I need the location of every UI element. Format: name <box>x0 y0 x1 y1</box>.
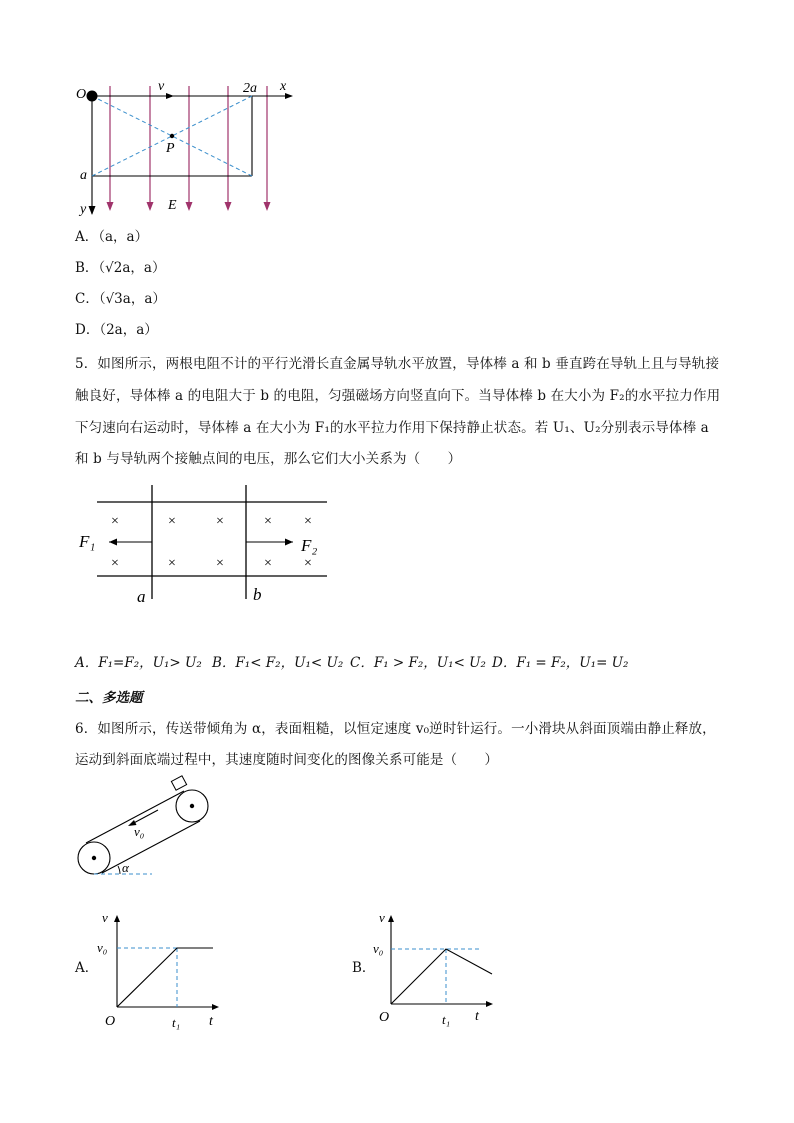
field-cross: × <box>168 556 176 571</box>
label-e: E <box>168 198 177 213</box>
q5-stem-line-1: 5．如图所示，两根电阻不计的平行光滑长直金属导轨水平放置，导体棒 a 和 b 垂直跨在导轨上且与导轨接 <box>75 356 720 372</box>
graph-a[interactable] <box>95 906 235 1034</box>
q5-option-c[interactable]: C．F₁ > F₂，U₁< U₂ <box>350 655 486 671</box>
conveyor-belt-diagram <box>72 772 232 878</box>
field-cross: × <box>264 514 272 529</box>
field-cross: × <box>304 556 312 571</box>
field-cross: × <box>304 514 312 529</box>
q6-stem-line-2: 运动到斜面底端过程中，其速度随时间变化的图像关系可能是（ ） <box>75 752 499 768</box>
graph-a-curve <box>117 948 213 1007</box>
field-lines <box>110 86 267 209</box>
field-cross: × <box>111 556 119 571</box>
q5-stem-line-2: 触良好，导体棒 a 的电阻大于 b 的电阻，匀强磁场方向竖直向下。当导体棒 b 在大小为 F₂的水平拉力作用 <box>75 388 721 404</box>
field-cross: × <box>216 514 224 529</box>
q5-option-d[interactable]: D．F₁ = F₂，U₁= U₂ <box>492 655 629 671</box>
field-cross: × <box>216 556 224 571</box>
label-x: x <box>280 79 287 94</box>
label-t: t <box>475 1009 479 1024</box>
label-f2: F₂ <box>301 536 318 555</box>
label-o: O <box>76 87 87 102</box>
q4-option-c[interactable]: C．（√3a，a） <box>75 291 166 307</box>
label-rod-a: a <box>137 587 146 606</box>
point-p <box>170 134 174 138</box>
field-cross: × <box>111 514 119 529</box>
label-t1: t₁ <box>442 1012 451 1027</box>
label-t1: t₁ <box>172 1015 181 1030</box>
label-v0: v₀ <box>373 941 384 956</box>
q5-stem-line-4: 和 b 与导轨两个接触点间的电压，那么它们大小关系为（ ） <box>75 451 462 467</box>
label-y: y <box>80 202 87 217</box>
q5-option-a[interactable]: A．F₁=F₂，U₁> U₂ <box>75 655 202 671</box>
label-alpha: α <box>122 860 129 875</box>
label-v0: v₀ <box>134 824 145 839</box>
label-2a: 2a <box>243 81 257 96</box>
q6-option-a[interactable]: A． <box>75 960 99 976</box>
graph-b-curve <box>391 949 492 1004</box>
q6-option-b[interactable]: B． <box>352 960 376 976</box>
origin-dot <box>87 91 98 102</box>
q4-option-b[interactable]: B．（√2a，a） <box>75 260 166 276</box>
q4-option-d[interactable]: D．（2a，a） <box>75 322 158 338</box>
q4-option-a[interactable]: A．（a，a） <box>75 229 149 245</box>
label-t: t <box>209 1014 213 1029</box>
field-cross: × <box>168 514 176 529</box>
section-heading: 二、多选题 <box>75 690 143 706</box>
label-p: P <box>166 141 175 156</box>
field-diagram <box>70 76 310 221</box>
label-f1: F₁ <box>79 532 96 551</box>
q5-option-b[interactable]: B．F₁< F₂，U₁< U₂ <box>212 655 344 671</box>
label-v: v <box>379 910 385 925</box>
label-a: a <box>80 168 87 183</box>
label-origin: O <box>379 1010 390 1025</box>
q6-stem-line-1: 6．如图所示，传送带倾角为 α，表面粗糙，以恒定速度 v₀逆时针运行。一小滑块从斜面顶端由静止释放， <box>75 721 716 737</box>
field-cross: × <box>264 556 272 571</box>
label-v0: v₀ <box>97 940 108 955</box>
label-v: v <box>102 910 108 925</box>
q5-stem-line-3: 下匀速向右运动时，导体棒 a 在大小为 F₁的水平拉力作用下保持静止状态。若 U₁、U₂分别表示导体棒 a <box>75 420 709 436</box>
slider-block <box>171 776 186 790</box>
rails-diagram <box>75 483 335 608</box>
label-rod-b: b <box>253 585 262 604</box>
label-v: v <box>158 79 165 94</box>
label-origin: O <box>105 1014 116 1029</box>
graph-b[interactable] <box>370 906 510 1034</box>
